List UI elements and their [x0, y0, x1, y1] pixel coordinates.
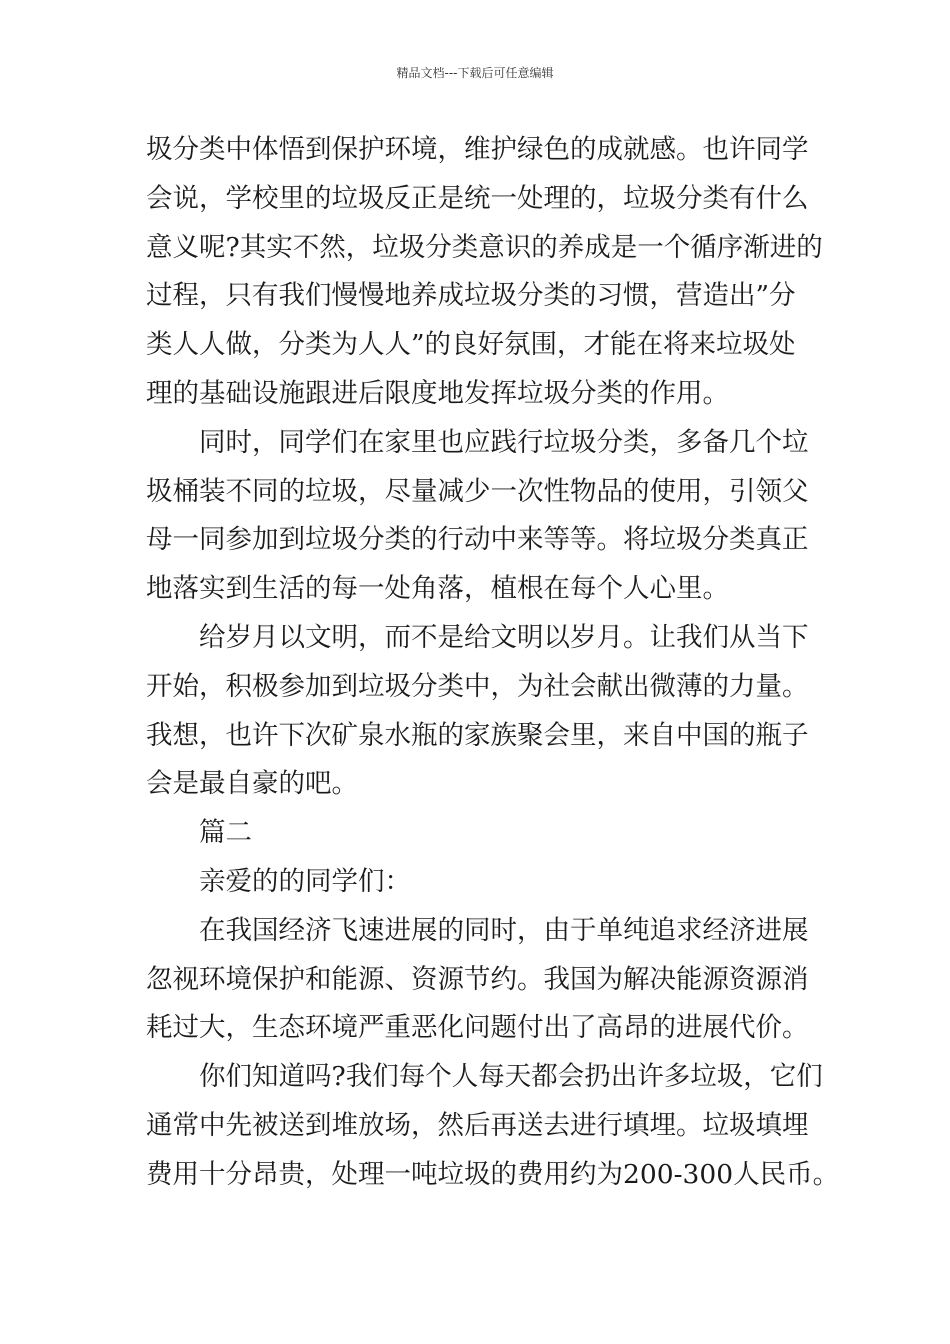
text-line: 耗过大，生态环境严重恶化问题付出了高昂的进展代价。 [146, 1012, 809, 1044]
text-line: 忽视环境保护和能源、资源节约。我国为解决能源资源消 [146, 963, 809, 995]
text-line: 会说，学校里的垃圾反正是统一处理的，垃圾分类有什么 [146, 182, 809, 214]
text-line: 理的基础设施跟进后限度地发挥垃圾分类的作用。 [146, 377, 729, 409]
text-line: 母一同参加到垃圾分类的行动中来等等。将垃圾分类真正 [146, 524, 809, 556]
paragraph-first-line: 给岁月以文明，而不是给文明以岁月。让我们从当下 [199, 621, 809, 653]
document-body [146, 126, 840, 1200]
section-heading: 篇二 [199, 817, 252, 849]
salutation: 亲爱的的同学们： [199, 865, 411, 897]
text-line: 通常中先被送到堆放场，然后再送去进行填埋。垃圾填埋 [146, 1109, 809, 1141]
page-header: 精品文档---下载后可任意编辑 [396, 66, 554, 80]
text-line: 圾桶装不同的垃圾，尽量减少一次性物品的使用，引领父 [146, 475, 809, 507]
text-line: 类人人做，分类为人人”的良好氛围，才能在将来垃圾处 [146, 329, 796, 361]
paragraph-first-line: 你们知道吗?我们每个人每天都会扔出许多垃圾，它们 [199, 1061, 823, 1093]
text-line: 费用十分昂贵，处理一吨垃圾的费用约为200-300人民币。 [146, 1158, 840, 1190]
text-line: 圾分类中体悟到保护环境，维护绿色的成就感。也许同学 [146, 134, 809, 165]
text-line: 过程，只有我们慢慢地养成垃圾分类的习惯，营造出”分 [146, 280, 796, 312]
text-line: 意义呢?其实不然，垃圾分类意识的养成是一个循序渐进的 [146, 231, 823, 263]
text-line: 我想，也许下次矿泉水瓶的家族聚会里，来自中国的瓶子 [146, 719, 809, 751]
paragraph-first-line: 同时，同学们在家里也应践行垃圾分类，多备几个垃 [199, 426, 809, 458]
text-line: 地落实到生活的每一处角落，植根在每个人心里。 [146, 573, 729, 605]
paragraph-first-line: 在我国经济飞速进展的同时，由于单纯追求经济进展 [199, 914, 809, 946]
text-line: 开始，积极参加到垃圾分类中，为社会献出微薄的力量。 [146, 670, 809, 702]
text-line: 会是最自豪的吧。 [146, 768, 358, 800]
